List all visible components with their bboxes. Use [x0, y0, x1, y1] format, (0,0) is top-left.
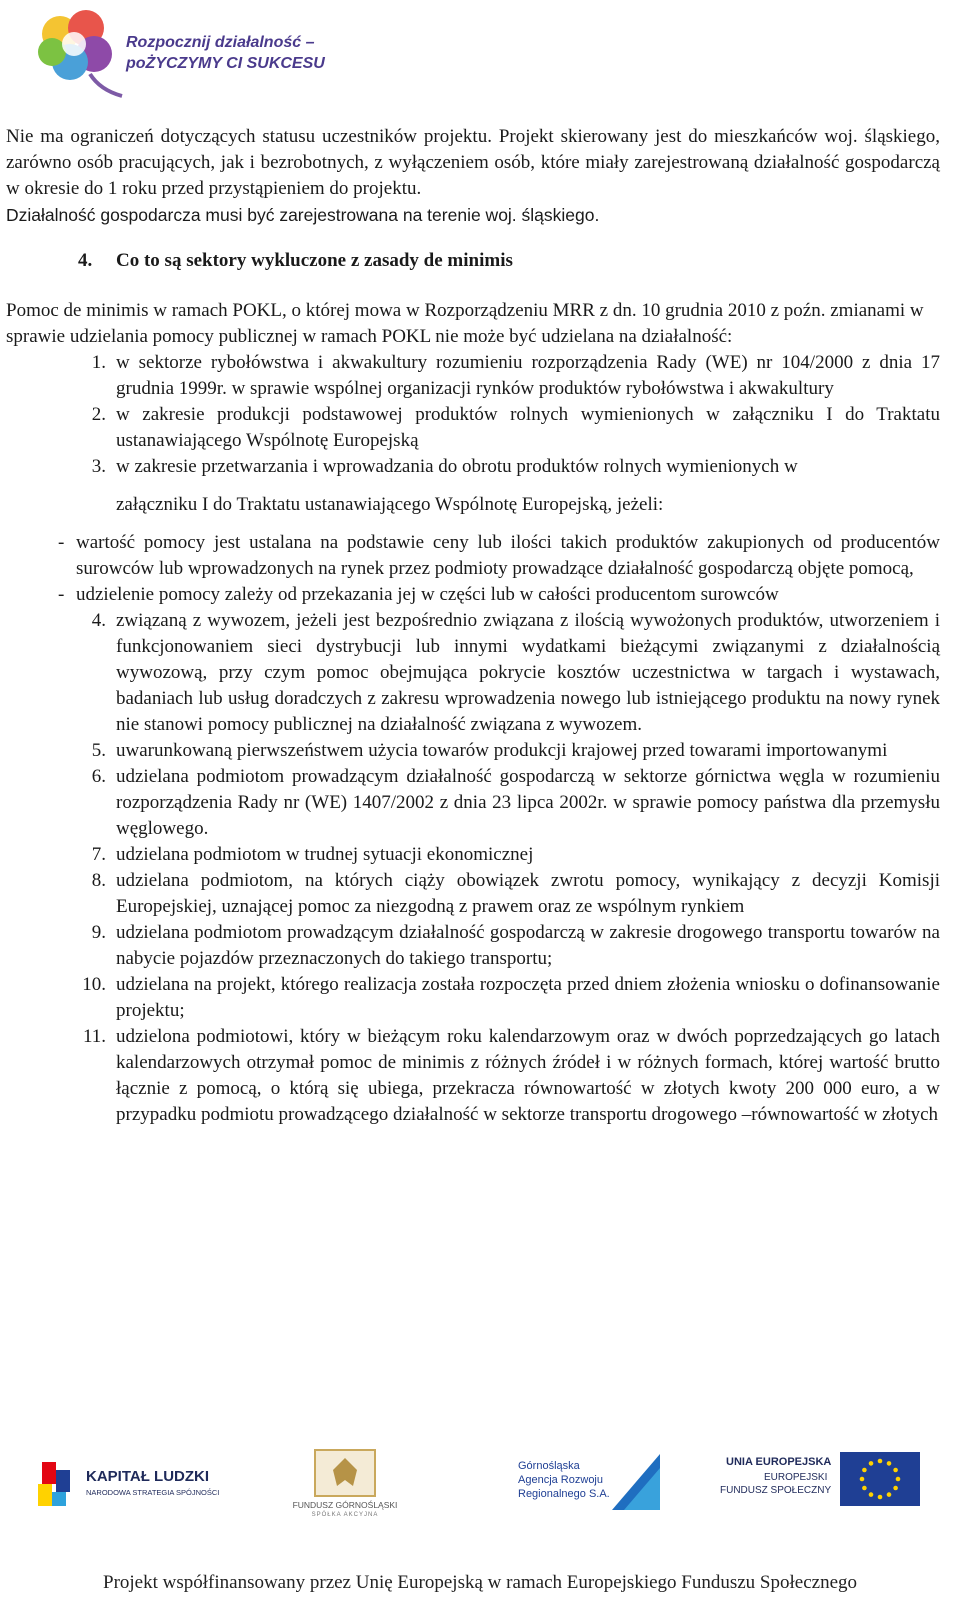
- list-text: uwarunkowaną pierwszeństwem użycia towarów produkcji krajowej przed towarami importowanymi: [116, 740, 888, 761]
- list-item: [6, 1024, 940, 1128]
- list-item: [6, 608, 940, 738]
- list-text: związaną z wywozem, jeżeli jest bezpośrednio związana z ilością wywożonych produktów, utworzeniem i funkcjonowaniem sieci dystrybucji lub innymi wydatkami bieżącymi związanymi z działalnością wywozową, przy czym pomoc obejmująca pokrycie kosztów uczestnictwa w targach i wystawach, badaniach lub usług doradczych z zakresu wprowadzenia nowego lub istniejącego produktu na nowy rynek nie stanowi pomocy publicznej na działalność związana z wywozem.: [116, 610, 940, 735]
- eu-efs-logo: [716, 1452, 926, 1512]
- list-item: [6, 920, 940, 972]
- list-number: 4.: [91, 610, 106, 631]
- header-logo: [30, 4, 330, 100]
- garr-line1: Górnośląska: [518, 1460, 580, 1472]
- dash-text: udzielenie pomocy zależy od przekazania jej w części lub w całości producentom surowców: [76, 584, 779, 605]
- list-text: załączniku I do Traktatu ustanawiającego Wspólnotę Europejską, jeżeli:: [116, 494, 664, 515]
- list-number: 1.: [91, 352, 106, 373]
- list-number: 9.: [91, 922, 106, 943]
- dash-mark: -: [58, 584, 65, 605]
- list-number: 11.: [82, 1026, 106, 1047]
- paragraph-de-minimis: Pomoc de minimis w ramach POKL, o której mowa w Rozporządzeniu MRR z dn. 10 grudnia 2010 z poźn. zmianami w sprawie udzielania pomocy publicznej w ramach POKL nie może być udzielana na działalność:: [6, 300, 924, 347]
- list-item: [6, 764, 940, 842]
- garr-line2: Agencja Rozwoju: [518, 1474, 603, 1486]
- kl-subtitle: NARODOWA STRATEGIA SPÓJNOŚCI: [86, 1488, 220, 1497]
- ue-sub1: EUROPEJSKI: [764, 1472, 828, 1483]
- logo-line1: Rozpocznij działalność –: [126, 34, 315, 51]
- garr-emblem-icon: [602, 1452, 662, 1512]
- list-text: w zakresie przetwarzania i wprowadzania do obrotu produktów rolnych wymienionych w: [116, 456, 798, 477]
- dash-text: wartość pomocy jest ustalana na podstawie ceny lub ilości takich produktów zakupionych od producentów surowców lub wprowadzonych na rynek przez podmioty prowadzące działalność gospodarczą objęte pomocą,: [76, 532, 940, 579]
- section-heading: [78, 248, 940, 274]
- list-number: 3.: [91, 456, 106, 477]
- kapital-ludzki-emblem-icon: [34, 1456, 76, 1512]
- ue-sub2: FUNDUSZ SPOŁECZNY: [720, 1485, 832, 1496]
- footer-caption: Projekt współfinansowany przez Unię Europejską w ramach Europejskiego Funduszu Społecznego: [103, 1572, 857, 1593]
- fg-line1: FUNDUSZ GÓRNOŚLĄSKI: [292, 1500, 398, 1510]
- list-number: 5.: [91, 740, 106, 761]
- list-text: w zakresie produkcji podstawowej produktów rolnych wymienionych w załączniku I do Traktatu ustanawiającego Wspólnotę Europejską: [116, 404, 940, 451]
- excluded-sectors-list-a: [6, 350, 940, 518]
- dash-mark: -: [58, 532, 65, 553]
- document-body: [6, 124, 940, 1128]
- list-text: udzielana podmiotom prowadzącym działalność gospodarczą w sektorze górnictwa węgla w rozumieniu rozporządzenia Rady nr (WE) 1407/2002 z dnia 23 lipca 2002r. w sprawie pomocy państwa dla przemysłu węglowego.: [116, 766, 940, 839]
- kl-title: KAPITAŁ LUDZKI: [86, 1468, 210, 1485]
- eu-flag-icon: [840, 1452, 920, 1506]
- list-text: udzielana podmiotom prowadzącym działalność gospodarczą w zakresie drogowego transportu towarów na nabycie pojazdów przeznaczonych do takiego transportu;: [116, 922, 940, 969]
- section-title: Co to są sektory wykluczone z zasady de minimis: [116, 250, 513, 271]
- list-number: 10.: [82, 974, 106, 995]
- list-item: [6, 350, 940, 402]
- garr-logo: [510, 1452, 660, 1516]
- list-number: 7.: [91, 844, 106, 865]
- list-item: [6, 454, 940, 480]
- flower-logo-icon: [30, 4, 126, 100]
- paragraph-eligibility: Nie ma ograniczeń dotyczących statusu uczestników projektu. Projekt skierowany jest do mieszkańców woj. śląskiego, zarówno osób pracujących, jak i bezrobotnych, z wyłączeniem osób, które miały zarejestrowaną działalność gospodarczą w okresie do 1 roku przed przystąpieniem do projektu.: [6, 126, 940, 199]
- list-item-continuation: [6, 492, 940, 518]
- dash-item: [58, 582, 940, 608]
- list-item: [6, 842, 940, 868]
- list-item: [6, 738, 940, 764]
- list-text: udzielana podmiotom, na których ciąży obowiązek zwrotu pomocy, wynikający z decyzji Komisji Europejskiej, uznającej pomoc za niezgodną z prawem oraz ze wspólnym rynkiem: [116, 870, 940, 917]
- list-number: 6.: [91, 766, 106, 787]
- logo-line2: poŻYCZYMY CI SUKCESU: [126, 55, 325, 72]
- list-text: w sektorze rybołówstwa i akwakultury rozumieniu rozporządzenia Rady (WE) nr 104/2000 z dnia 17 grudnia 1999r. w sprawie wspólnej organizacji rynków produktów rybołówstwa i akwakultury: [116, 352, 940, 399]
- excluded-sectors-list-b: [6, 608, 940, 1128]
- conditions-list: [6, 530, 940, 608]
- fg-line2: SPÓŁKA AKCYJNA: [311, 1512, 379, 1518]
- list-text: udzielona podmiotowi, który w bieżącym roku kalendarzowym oraz w dwóch poprzedzających go latach kalendarzowych otrzymał pomoc de minimis z różnych źródeł i w różnych formach, której wartość brutto łącznie z pomocą, o którą się ubiega, przekracza równowartość w złotych kwoty 200 000 euro, a w przypadku podmiotu prowadzącego działalność w sektorze transportu drogowego –równowartość w złotych: [116, 1026, 940, 1125]
- ue-title: UNIA EUROPEJSKA: [726, 1456, 832, 1468]
- list-item: [6, 402, 940, 454]
- kapital-ludzki-logo: [34, 1452, 224, 1516]
- list-number: 2.: [91, 404, 106, 425]
- section-number: 4.: [78, 250, 93, 271]
- list-item: [6, 972, 940, 1024]
- list-number: 8.: [91, 870, 106, 891]
- paragraph-registration: Działalność gospodarcza musi być zarejestrowana na terenie woj. śląskiego.: [6, 205, 600, 225]
- fundusz-gornoslaski-logo: [290, 1446, 400, 1526]
- eagle-crest-icon: [313, 1448, 377, 1498]
- list-text: udzielana podmiotom w trudnej sytuacji ekonomicznej: [116, 844, 534, 865]
- dash-item: [58, 530, 940, 582]
- list-text: udzielana na projekt, którego realizacja została rozpoczęta przed dniem złożenia wniosku o dofinansowanie projektu;: [116, 974, 940, 1021]
- list-item: [6, 868, 940, 920]
- garr-line3: Regionalnego S.A.: [518, 1488, 610, 1500]
